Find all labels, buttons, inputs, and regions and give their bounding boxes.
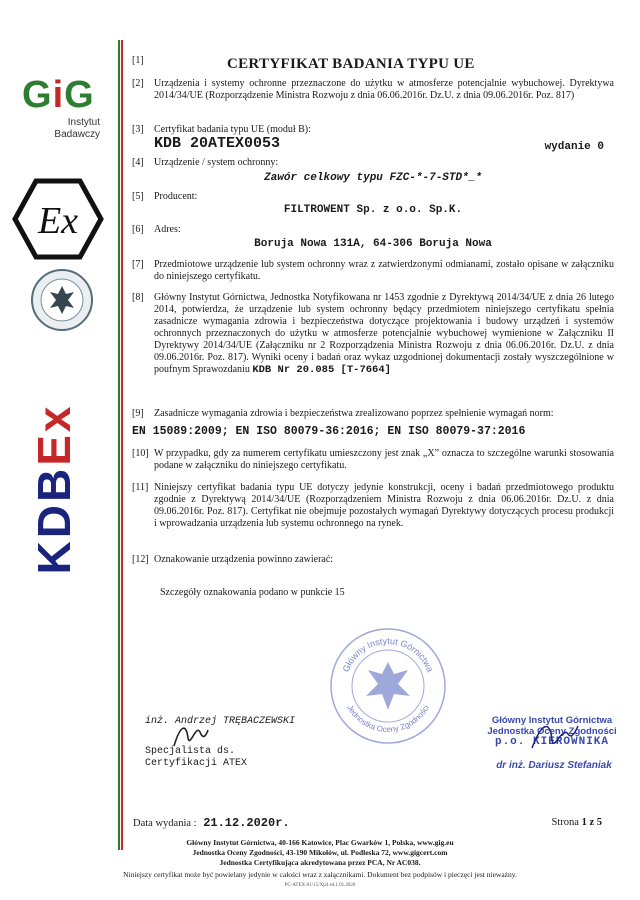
svg-text:Jednostka Oceny Zgodności: Jednostka Oceny Zgodności xyxy=(345,703,431,735)
manufacturer-row xyxy=(132,204,614,216)
official-seal-icon xyxy=(328,626,448,746)
manufacturer-name: FILTROWENT Sp. z o.o. Sp.K. xyxy=(283,204,463,216)
issue-date-row: Data wydania : 21.12.2020r. xyxy=(133,816,290,830)
official-stamp: Główny Instytut Górnictwa Jednostka Oceny Zgodności p.o. KIEROWNIKA xyxy=(487,715,617,748)
device-row xyxy=(132,172,614,184)
director-name: dr inż. Dariusz Stefaniak xyxy=(496,760,612,771)
address-value: Boruja Nowa 131A, 64-306 Boruja Nowa xyxy=(254,238,492,250)
page-title: CERTYFIKAT BADANIA TYPU UE xyxy=(227,56,475,72)
device-name: Zawór celkowy typu FZC-*-7-STD*_* xyxy=(264,172,482,184)
issue-date: 21.12.2020r. xyxy=(203,816,290,830)
brand-column xyxy=(0,0,118,900)
report-number: KDB Nr 20.085 [T-7664] xyxy=(252,364,391,376)
signatory-name: inż. Andrzej TRĘBACZEWSKI xyxy=(145,716,296,727)
svg-text:Główny Instytut Górnictwa: Główny Instytut Górnictwa xyxy=(340,635,436,674)
standards-list: EN 15089:2009; EN ISO 80079-36:2016; EN ISO 80079-37:2016 xyxy=(132,425,526,438)
kdbex-logo: KDBEx xyxy=(28,403,80,575)
page-indicator: Strona 1 z 5 xyxy=(551,817,602,828)
gig-logo: GiG xyxy=(22,74,95,116)
certificate-number-row xyxy=(132,135,614,154)
signature-right-icon xyxy=(530,718,580,754)
red-rule xyxy=(121,40,123,850)
signatory-role: Specjalista ds. Certyfikacji ATEX xyxy=(145,746,248,769)
svg-text:Ex: Ex xyxy=(37,200,79,242)
certificate-number: KDB 20ATEX0053 xyxy=(154,135,281,152)
footer: Główny Instytut Górnictwa, 40-166 Katowice, Plac Gwarków 1, Polska, www.gig.eu Jednostka Oceny Zgodności, 43-190 Mikołów, ul. Podleska 72, www.gigcert.com Jednostka Certyfikująca akredytowana przez PCA, Nr AC038. xyxy=(186,838,454,867)
gig-seal-icon xyxy=(30,268,94,332)
marking-note: Szczegóły oznakowania podano w punkcie 15 xyxy=(160,587,345,598)
address-row xyxy=(132,238,614,250)
ex-hexagon-icon xyxy=(12,178,104,260)
footer-disclaimer: Niniejszy certyfikat może być powielany jedynie w całości wraz z załącznikami. Dokument bez podpisów i pieczęci jest nieważny. xyxy=(123,870,517,879)
edition-label: wydanie 0 xyxy=(544,141,604,153)
green-rule xyxy=(118,40,120,850)
gig-logo-subtitle: Instytut Badawczy xyxy=(54,117,100,140)
footer-code: PC-ATEX-01/15/Xp4 ed.1 01.2020 xyxy=(284,883,356,888)
